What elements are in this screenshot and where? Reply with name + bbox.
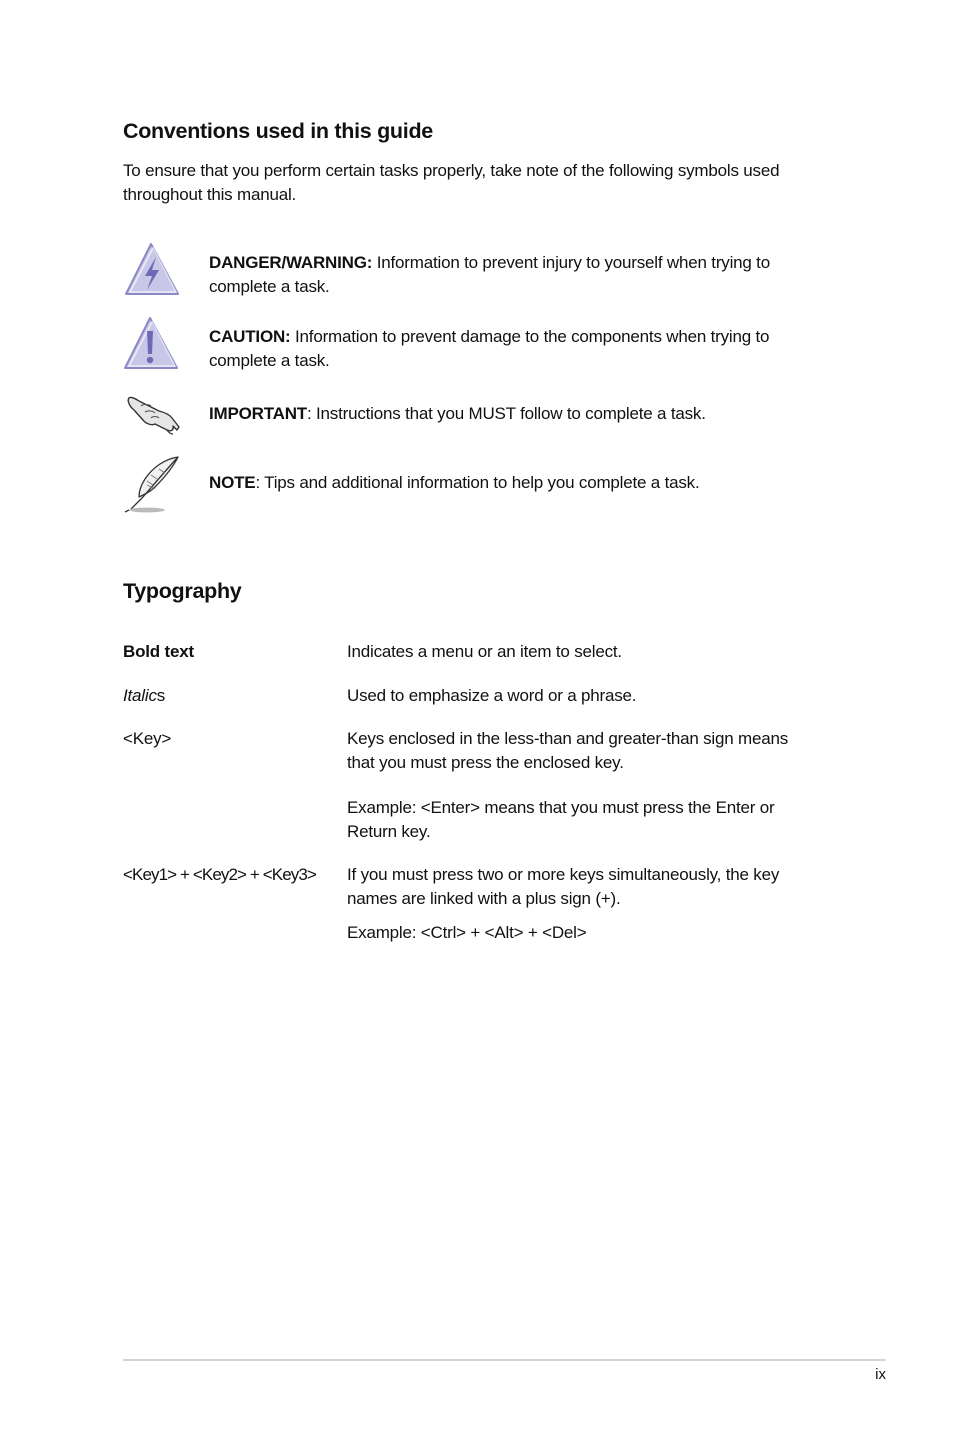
- typography-term: Bold text: [123, 642, 194, 661]
- typography-term: [123, 684, 343, 708]
- notice-body: Information to prevent injury to yourself when trying to complete a task.: [209, 253, 770, 296]
- typography-example: Example: <Enter> means that you must press the Enter or Return key.: [347, 798, 775, 841]
- notice-body: Information to prevent damage to the components when trying to complete a task.: [209, 327, 770, 370]
- notice-label: NOTE: [209, 473, 256, 492]
- caution-exclamation-icon: [123, 314, 183, 374]
- conventions-intro: To ensure that you perform certain tasks properly, take note of the following symbols used throughout this manual.: [123, 161, 780, 204]
- typography-desc: Indicates a menu or an item to select.: [347, 642, 622, 661]
- important-hand-icon: [123, 390, 183, 450]
- typography-term: <Key>: [123, 729, 172, 748]
- typography-term: <Key1> + <Key2> + <Key3>: [123, 865, 316, 884]
- notice-body: : Instructions that you MUST follow to complete a task.: [306, 404, 706, 423]
- typography-term-italic: Italic: [123, 686, 157, 705]
- notice-note-text: [209, 471, 829, 495]
- notice-caution-text: [209, 325, 829, 372]
- typography-heading: Typography: [123, 579, 242, 603]
- notice-danger-warning-text: [209, 251, 829, 298]
- conventions-heading: Conventions used in this guide: [123, 119, 433, 143]
- notice-label: DANGER/WARNING:: [209, 253, 373, 272]
- note-quill-icon: [123, 455, 183, 515]
- typography-example: Example: <Ctrl> + <Alt> + <Del>: [347, 923, 587, 942]
- notice-important-text: [209, 402, 829, 426]
- notice-danger-warning: [123, 240, 843, 300]
- typography-desc: Used to emphasize a word or a phrase.: [347, 686, 637, 705]
- notice-caution: [123, 314, 843, 374]
- notice-note: [123, 455, 843, 515]
- page-number: ix: [875, 1366, 886, 1383]
- notice-important: [123, 390, 843, 450]
- notice-body: : Tips and additional information to help you complete a task.: [255, 473, 700, 492]
- typography-desc: If you must press two or more keys simultaneously, the key names are linked with a plus sign (+).: [347, 865, 780, 908]
- warning-lightning-icon: [123, 240, 183, 300]
- typography-term-plain: s: [156, 686, 166, 705]
- footer-divider: [123, 1359, 886, 1361]
- notice-label: IMPORTANT: [209, 404, 307, 423]
- notice-label: CAUTION:: [209, 327, 291, 346]
- typography-desc: Keys enclosed in the less-than and greater-than sign means that you must press the enclosed key.: [347, 729, 789, 772]
